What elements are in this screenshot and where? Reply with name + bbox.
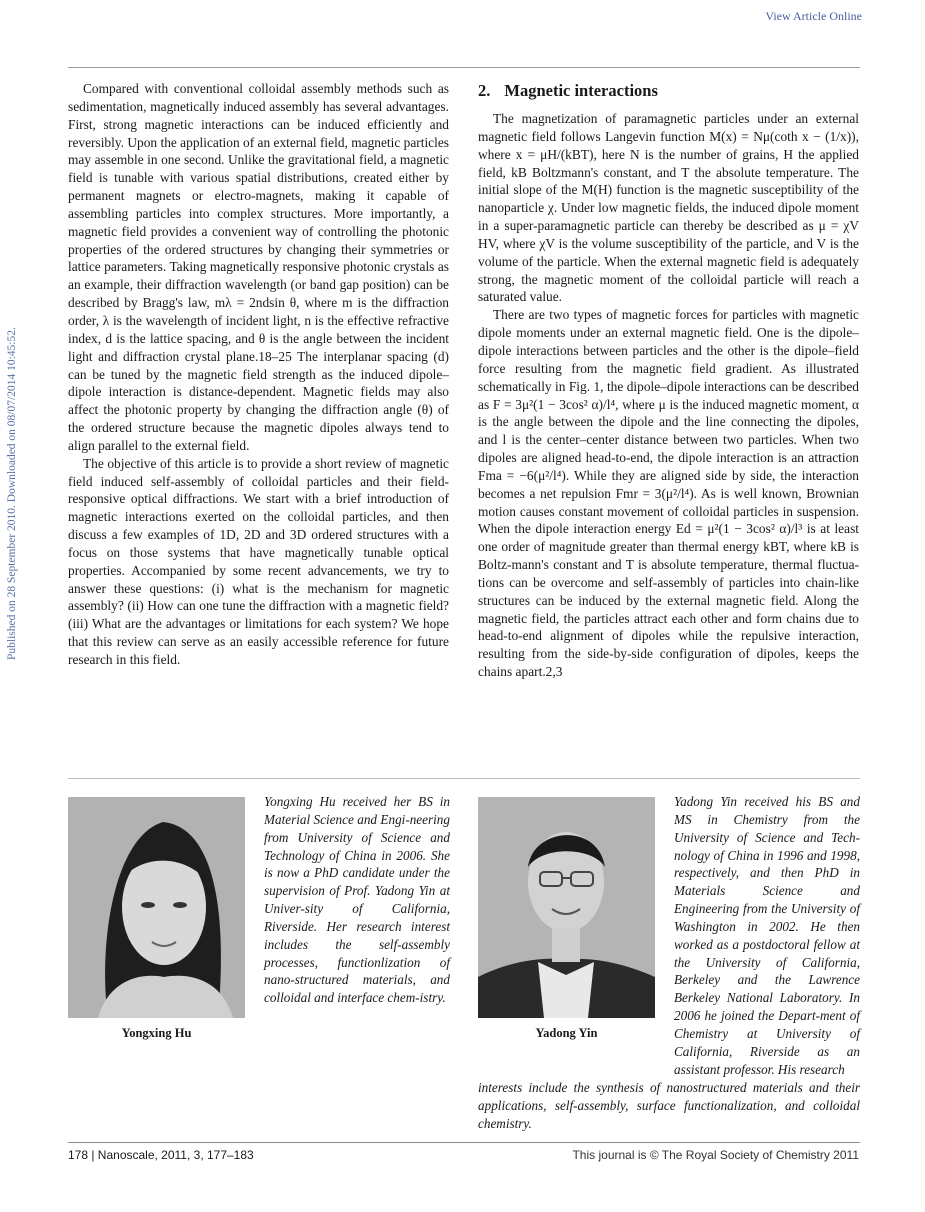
yadong-yin-caption: Yadong Yin [535,1026,598,1040]
yadong-yin-bio: Yadong Yin received his BS and MS in Chemistry from the University of Science and Tech-nology of China in 1996 and 1998, respectively, and then PhD in Materials Science and Engineering from the University of Washington in 2002. He then worked as a postdoctoral fellow at the University of California, Berkeley and the Lawrence Berkeley National Laboratory. In 2006 he joined the Depart-ment of Chemistry at University of California, Riverside as an assistant professor. His research [674,794,860,1077]
paragraph: The magnetization of paramagnetic particles under an external magnetic field follows Langevin function M(x) = Nμ(coth x − (1/x)), where x = μH/(kBT), here N is the number of grains, H the applied field, kB Boltzmann's constant, and T the absolute temperature. The initial slope of the M(H) function is the magnetic susceptibility of the nanoparticle χ. Under low magnetic fields, the induced dipole moment in a super-paramagnetic particle can thereby be described as μ = χV HV, where χV is the volume susceptibility of the particle, and V is the volume of the particle. When the external magnetic field is adequately strong, the magnetic moment of the colloidal particle will reach a saturated value. [478,111,859,305]
footer-copyright: This journal is © The Royal Society of Chemistry 2011 [572,1148,859,1162]
paragraph: The objective of this article is to provide a short review of magnetic field induced self-assembly of colloidal particles and their field-responsive optical diffractions. We start with a brief introduction of magnetic interactions exerted on the colloidal particles, and then discuss a few examples of 1D, 2D and 3D ordered structures with a focus on those systems that have magnetically tunable optical properties. Accompanied by some recent advancements, we try to answer these questions: (i) what is the mechanism for magnetic assembly? (ii) How can one tune the diffraction with a magnetic field? (iii) What are the advantages or limitations for each system? We hope that this review can serve as an easily accessible reference for future research in this field. [68,455,449,667]
right-column [478,80,859,681]
section-title: Magnetic interactions [504,81,658,100]
yadong-yin-photo [478,797,655,1018]
footer-rule [68,1142,860,1143]
yongxing-hu-caption: Yongxing Hu [121,1026,192,1040]
left-column [68,80,449,669]
header-rule [68,67,860,68]
paragraph: There are two types of magnetic forces for particles with magnetic dipole moments under an external magnetic field. One is the dipole–dipole interactions between particles and the other is the dipole–field force resulting from the magnetic field gradient. As illustrated schematically in Fig. 1, the dipole–dipole interactions can be described as F = 3μ²(1 − 3cos² α)/l⁴, where μ is the induced magnetic moment, α is the angle between the dipole and the line connecting the dipoles, and l is the center–center distance between two particles. When two dipoles are aligned head-to-end, the dipole interaction is an attraction Fma = −6(μ²/l⁴). While they are aligned side by side, the interaction becomes a net repulsion Fmr = 3(μ²/l⁴). As is well known, Brownian motion causes constant movement of colloidal particles in suspension. When the dipole interaction energy Ed = μ²(1 − 3cos² α)/l³ is at least one order of magnitude greater than thermal energy kBT, where kB is Boltz-mann's constant and T is absolute temperature, thermal fluctua-tions can be overcome and self-assembly of particles into chain-like structures can be induced by the external magnetic field. Along the magnetic field, the particles attract each other and form chains due to head-to-end alignment of dipoles while the repulsive interaction, resulting from the side-by-side configuration of dipoles, keeps the chains apart.2,3 [478,307,859,680]
section-heading [478,80,859,102]
view-article-online-link[interactable]: View Article Online [765,9,862,23]
publication-side-note: Published on 28 September 2010. Downloaded on 08/07/2014 10:45:52. [6,327,18,660]
yadong-yin-bio-continued: interests include the synthesis of nanostructured materials and their applications, self-assembly, surface functionalization, and colloidal chemistry. [478,1080,860,1131]
footer-citation: 178 | Nanoscale, 2011, 3, 177–183 [68,1148,254,1162]
paragraph: Compared with conventional colloidal assembly methods such as sedimentation, magnetically induced assembly has several advantages. First, strong magnetic interactions can be induced efficiently and reversibly. Upon the application of an external field, magnetic particles may assemble in one second. Unlike the gravitational field, a magnetic field is tunable with various spatial distributions, created either by permanent magnets or electro-magnets, making it capable of assembling particles into complex structures. More importantly, a magnetic field provides a convenient way of controlling the photonic properties of the ordered structures by changing their symmetries or lattice parameters. Taking magnetically responsive photonic crystals as an example, their diffraction wavelength (or band gap position) can be described by Bragg's law, mλ = 2ndsin θ, where m is the diffraction order, λ is the wavelength of incident light, n is the effective refractive index, d is the lattice spacing, and θ is the angle between the incident light and diffraction crystal plane.18–25 The interplanar spacing (d) can be tuned by the magnetic field strength as the induced dipole–dipole interaction is distance-dependent. Magnetic fields may also affect the photonic property by changing the diffraction angle (θ) of the ordered structure because the magnetic dipoles always tend to align parallel to the external field. [68,81,449,453]
bio-section-rule [68,778,860,779]
yongxing-hu-photo [68,797,245,1018]
section-number: 2. [478,81,491,100]
yongxing-hu-bio: Yongxing Hu received her BS in Material Science and Engi-neering from University of Science and Technology of China in 2006. She is now a PhD candidate under the supervision of Prof. Yadong Yin at Univer-sity of California, Riverside. Her research interest includes the self-assembly processes, functionlization of nano-structured materials, and colloidal and interface chem-istry. [264,794,450,1006]
